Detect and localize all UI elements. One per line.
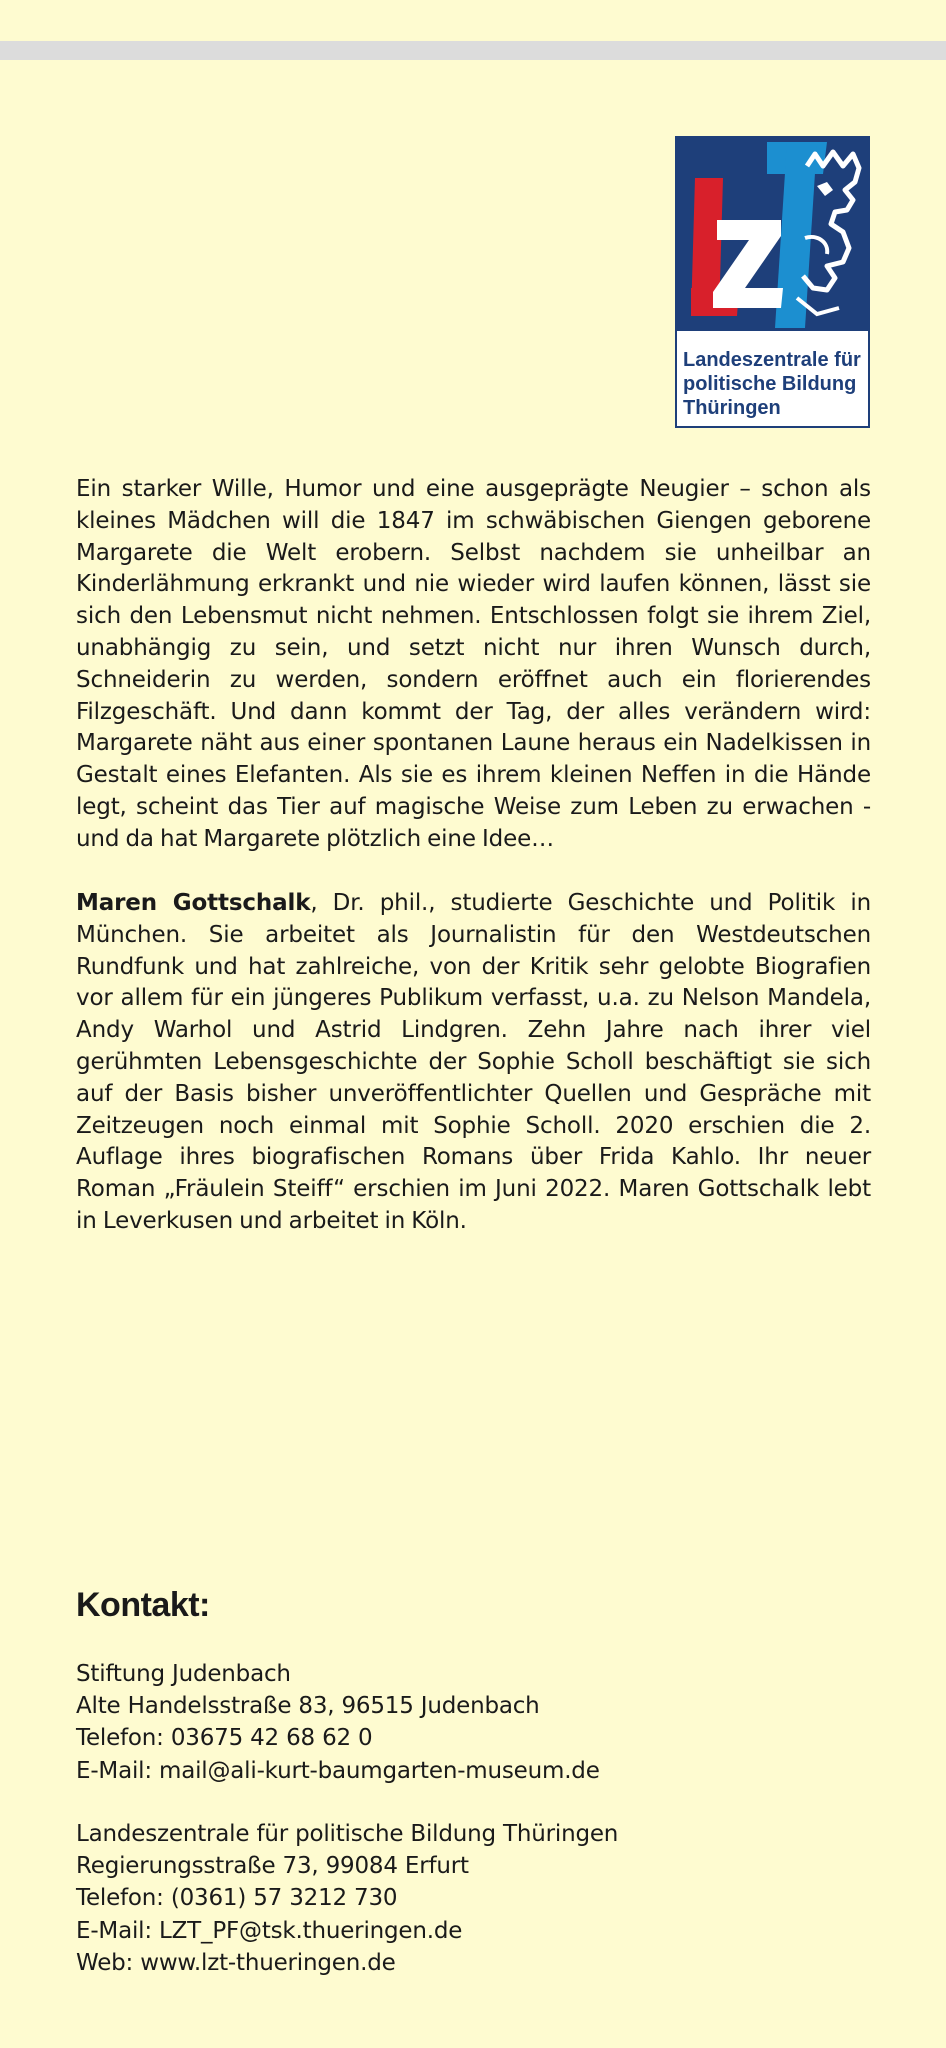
contact-phone: Telefon: (0361) 57 3212 730: [76, 1885, 398, 1912]
contact-org-name: Landeszentrale für politische Bildung Thüringen: [76, 1821, 619, 1847]
author-bio: [76, 888, 871, 1238]
lzt-logo-text: [683, 348, 868, 420]
contact-phone: Telefon: 03675 42 68 62 0: [76, 1725, 373, 1752]
contact-email-link[interactable]: E-Mail: mail@ali-kurt-baumgarten-museum.de: [76, 1757, 600, 1784]
book-description: Ein starker Wille, Humor und eine ausgeprägte Neugier – schon als kleines Mädchen will die 1847 im schwäbischen Giengen geborene Margarete die Welt erobern. Selbst nachdem sie unheilbar an Kinderlähmung erkrankt und nie wieder wird laufen können, lässt sie sich den Lebensmut nicht nehmen. Entschlossen folgt sie ihrem Ziel, unabhängig zu sein, und setzt nicht nur ihren Wunsch durch, Schneiderin zu werden, sondern eröffnet auch ein florierendes Filzgeschäft. Und dann kommt der Tag, der alles verändern wird: Margarete näht aus einer spontanen Laune heraus ein Nadelkissen in Gestalt eines Elefanten. Als sie es ihrem kleinen Neffen in die Hände legt, scheint das Tier auf magische Weise zum Leben zu erwachen - und da hat Margarete plötzlich eine Idee…: [76, 476, 871, 852]
contact-lzt: [76, 1818, 836, 1979]
top-divider-bar: [0, 41, 946, 60]
author-bio-text: , Dr. phil., studierte Geschichte und Politik in München. Sie arbeitet als Journalistin für den Westdeutschen Rundfunk und hat zahlreiche, von der Kritik sehr gelobte Biografien vor allem für ein jüngeres Publikum verfasst, u.a. zu Nelson Mandela, Andy Warhol und Astrid Lindgren. Zehn Jahre nach ihrer viel gerühmten Lebensgeschichte der Sophie Scholl beschäftigt sie sich auf der Basis bisher unveröffentlichter Quellen und Gespräche mit Zeitzeugen noch einmal mit Sophie Scholl. 2020 erschien die 2. Auflage ihres biografischen Romans über Frida Kahlo. Ihr neuer Roman „Fräulein Steiff“ erschien im Juni 2022. Maren Gottschalk lebt in Leverkusen und arbeitet in Köln.: [76, 890, 872, 1234]
logo-line-2: politische Bildung: [683, 373, 857, 395]
lzt-logo: [675, 136, 870, 428]
contact-heading: Kontakt:: [76, 1586, 210, 1624]
logo-line-3: Thüringen: [683, 397, 781, 419]
contact-email-link[interactable]: E-Mail: LZT_PF@tsk.thueringen.de: [76, 1917, 463, 1944]
contact-org-name: Stiftung Judenbach: [76, 1661, 291, 1687]
lzt-logo-mark: [677, 138, 868, 331]
contact-address: Regierungsstraße 73, 99084 Erfurt: [76, 1853, 469, 1880]
contact-stiftung-judenbach: [76, 1658, 836, 1787]
logo-line-1: Landeszentrale für: [683, 349, 861, 371]
contact-address: Alte Handelsstraße 83, 96515 Judenbach: [76, 1693, 540, 1720]
contact-web-link[interactable]: Web: www.lzt-thueringen.de: [76, 1949, 396, 1976]
author-name: Maren Gottschalk: [76, 890, 311, 916]
